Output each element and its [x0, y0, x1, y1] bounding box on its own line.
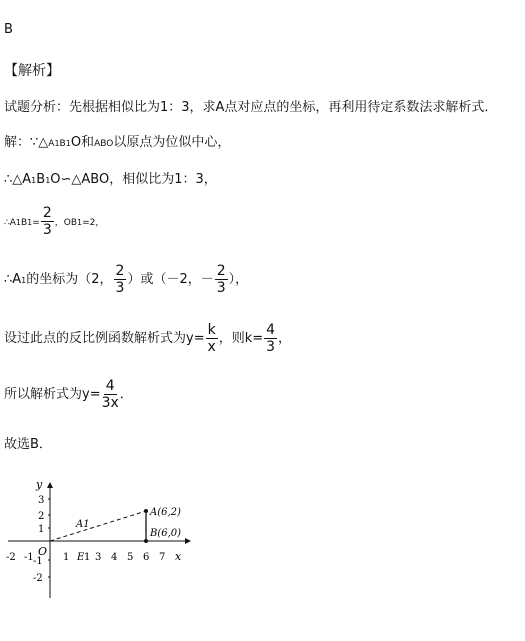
denominator: 3 [216, 280, 226, 296]
denominator: 3 [115, 280, 125, 296]
fraction [264, 322, 277, 355]
x-tick-label: E [77, 552, 85, 563]
x-tick-label: -1 [24, 552, 34, 563]
analysis-line-1: 试题分析：先根据相似比为1：3，求A点对应点的坐标，再利用待定系数法求解析式． [4, 100, 498, 115]
subscript: 1 [65, 139, 71, 148]
denominator: 3 [266, 339, 276, 355]
text: A [48, 139, 55, 149]
text: ∴A [4, 218, 16, 228]
y-tick-label: -1 [33, 556, 43, 567]
numerator: k [207, 322, 216, 338]
denominator: 3 [42, 222, 52, 238]
x-tick-label: 3 [95, 552, 102, 563]
x-tick-label: 1 [63, 552, 70, 563]
fraction [102, 378, 119, 411]
text: ． [119, 387, 133, 402]
denominator: x [207, 339, 216, 355]
point-a [144, 509, 148, 513]
text: B [36, 172, 46, 187]
x-tick-label: 7 [159, 552, 166, 563]
text: B [59, 139, 66, 149]
numerator: 2 [42, 205, 52, 221]
numerator: 4 [105, 378, 115, 394]
x-tick-label: -2 [6, 552, 16, 563]
denominator: 3x [101, 395, 119, 411]
y-tick-label: 2 [38, 511, 45, 522]
fraction [114, 263, 127, 296]
point-a-label: A(6,2) [150, 507, 181, 518]
solution-line-3 [4, 168, 217, 187]
conclusion-line: 故选B． [4, 437, 52, 452]
text: 设过此点的反比例函数解析式为y= [4, 331, 205, 346]
subscript: 1 [21, 276, 27, 285]
point-a1-label: A1 [76, 519, 90, 530]
y-tick-label: 3 [38, 495, 45, 506]
subscript: 1 [45, 176, 51, 185]
subscript: 1 [54, 139, 60, 148]
answer-letter: B [4, 22, 13, 37]
subscript: 1 [31, 176, 37, 185]
coordinate-graph [0, 478, 200, 608]
text: 的坐标为（2， [26, 272, 113, 287]
text: O∽△ABO，相似比为1：3， [50, 172, 217, 187]
text: ABO [94, 139, 114, 149]
text: ，则k= [218, 331, 264, 346]
numerator: 2 [216, 263, 226, 279]
text: ，OB [54, 218, 77, 228]
solution-line-5 [4, 263, 248, 296]
x-tick-label: 4 [111, 552, 118, 563]
x-tick-label: 1 [84, 552, 91, 563]
y-tick-label: -2 [33, 573, 43, 584]
fraction [215, 263, 228, 296]
solution-line-4 [4, 205, 104, 238]
text: ）， [228, 272, 249, 287]
solution-line-7 [4, 378, 133, 411]
origin-label: O [38, 545, 48, 558]
fraction [41, 205, 54, 238]
subscript: 1 [77, 218, 83, 227]
text: ∴△A [4, 172, 32, 187]
analysis-heading: 【解析】 [4, 63, 60, 79]
y-axis-label: y [36, 478, 43, 491]
text: ）或（－2，－ [127, 272, 214, 287]
text: 所以解析式为y= [4, 387, 101, 402]
numerator: 2 [115, 263, 125, 279]
x-tick-label: 5 [127, 552, 134, 563]
text: O和 [70, 135, 95, 150]
solution-line-6 [4, 322, 291, 355]
numerator: 4 [266, 322, 276, 338]
solution-line-2 [4, 131, 230, 150]
y-tick-label: 1 [38, 524, 45, 535]
text: 以原点为位似中心， [113, 135, 231, 150]
text: ， [278, 331, 292, 346]
subscript: 1 [15, 218, 21, 227]
text: ∴A [4, 272, 22, 287]
text: = [32, 218, 40, 228]
point-b [144, 539, 148, 543]
text: =2， [82, 218, 105, 228]
fraction [206, 322, 218, 355]
text: B [20, 218, 28, 228]
subscript: 1 [27, 218, 33, 227]
point-b-label: B(6,0) [150, 528, 182, 539]
x-tick-label: 6 [143, 552, 150, 563]
dashed-segment-oa [50, 511, 146, 541]
x-axis-label: x [175, 550, 182, 563]
text: 解：∵△ [4, 135, 49, 150]
